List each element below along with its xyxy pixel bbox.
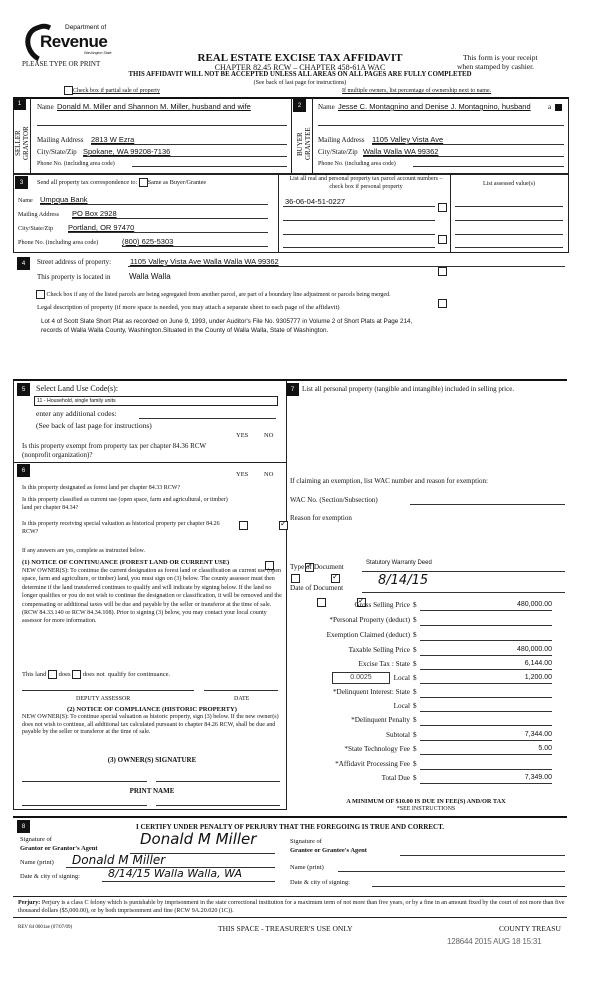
- excise-state-field[interactable]: 6,144.00: [420, 660, 552, 670]
- same-as-buyer-label: Same as Buyer/Grantee: [147, 178, 207, 186]
- grantor-sig-label-2: Grantor or Grantor's Agent: [20, 845, 98, 852]
- buyer-name-label: Name: [318, 103, 335, 111]
- subtotal-field[interactable]: 7,344.00: [420, 731, 552, 741]
- seller-mailing-line: [91, 144, 287, 145]
- buyer-mailing-label: Mailing Address: [318, 136, 365, 144]
- owner-signature-field-2[interactable]: [156, 781, 280, 782]
- footer-divider-2: [13, 917, 567, 918]
- currency-sign: $: [413, 731, 417, 739]
- legal-description-line-1[interactable]: Lot 4 of Scott Slate Short Plat as recorded on June 9, 1993, under Auditor's File No. 9305777 in Volume 2 of Short Plats at Page 214,: [41, 318, 413, 325]
- seller-label: SELLER: [14, 130, 22, 156]
- tax-row-subtotal: [300, 731, 575, 742]
- buyer-city-field[interactable]: Walla Walla WA 99362: [363, 147, 439, 156]
- currency-sign: $: [413, 760, 417, 768]
- tax-label: *State Technology Fee: [344, 745, 410, 753]
- owner-signature-field-1[interactable]: [22, 781, 147, 782]
- buyer-name-field[interactable]: Jesse C. Montagnino and Denise J. Montagnino, husband: [338, 102, 531, 111]
- corr-name-line: [40, 204, 268, 205]
- street-address-line: [128, 266, 565, 267]
- state-technology-fee-field[interactable]: 5.00: [420, 745, 552, 755]
- notice-continuance-title: (1) NOTICE OF CONTINUANCE (FOREST LAND OR CURRENT USE): [22, 559, 230, 566]
- exempt-yes-checkbox[interactable]: [239, 521, 248, 530]
- completion-warning: THIS AFFIDAVIT WILL NOT BE ACCEPTED UNLESS ALL AREAS ON ALL PAGES ARE FULLY COMPLETED: [128, 71, 472, 78]
- corr-phone-field[interactable]: (800) 625-5303: [122, 237, 174, 246]
- deputy-assessor-signature[interactable]: [22, 690, 194, 691]
- personal-property-label: List all personal property (tangible and intangible) included in selling price.: [302, 385, 515, 393]
- assessed-value-field[interactable]: [455, 234, 563, 235]
- buyer-phone-label: Phone No. (including area code): [318, 161, 396, 167]
- deputy-assessor-label: DEPUTY ASSESSOR: [76, 696, 131, 702]
- partial-sale-label: Check box if partial sale of property: [73, 87, 160, 94]
- legal-description-line-2[interactable]: records of Walla Walla County, Washington.Situated in the County of Walla Walla, State of Washington.: [41, 327, 329, 334]
- land-use-label: Select Land Use Code(s):: [36, 384, 118, 393]
- send-correspondence-label: [37, 178, 206, 187]
- currency-sign: $: [413, 601, 417, 609]
- currency-sign: $: [413, 702, 417, 710]
- buyer-label: BUYER: [296, 132, 304, 156]
- multiple-owners-note: If multiple owners, list percentage of ownership next to name.: [342, 88, 492, 94]
- corr-mailing-label: Mailing Address: [18, 211, 60, 218]
- currency-sign: $: [413, 774, 417, 782]
- yes-header: YES: [236, 432, 249, 439]
- delinquent-interest-local-field[interactable]: [420, 702, 552, 712]
- street-address-label: Street address of property:: [37, 258, 112, 266]
- gross-selling-price-field[interactable]: 480,000.00: [420, 601, 552, 611]
- personal-property-checkbox[interactable]: [438, 267, 447, 276]
- excise-local-field[interactable]: 1,200.00: [420, 674, 552, 684]
- certify-statement: I CERTIFY UNDER PENALTY OF PERJURY THAT THE FOREGOING IS TRUE AND CORRECT.: [135, 823, 444, 831]
- corr-phone-line: [122, 246, 268, 247]
- located-in-label: This property is located in: [37, 273, 111, 281]
- assessed-value-field[interactable]: [455, 220, 563, 221]
- tax-row-exemption-claimed: [300, 631, 575, 642]
- notice-compliance-body: NEW OWNER(S): To continue special valuation as historic property, sign (3) below. If the new owner(s) does not wish to continue, all additional tax calculated pursuant to chapter 84.26 RCW, shall be due and payable by the seller or transferor at the time of sale.: [22, 714, 279, 736]
- grantee-date-field[interactable]: [372, 886, 565, 887]
- personal-property-checkbox[interactable]: [438, 235, 447, 244]
- current-use-question: Is this property classified as current use (open space, farm and agricultural, or timber) land per chapter 84.34?: [22, 497, 228, 511]
- if-yes-note: If any answers are yes, complete as instructed below.: [22, 548, 145, 554]
- section-6-divider: [13, 462, 287, 463]
- parcel-number-field[interactable]: [283, 234, 435, 235]
- tax-row-total-due: [300, 774, 575, 785]
- grantor-label: GRANTOR: [22, 126, 30, 160]
- street-address-field[interactable]: 1105 Valley Vista Ave Walla Walla WA 99362: [130, 257, 279, 266]
- form-revision: REV 84 0001ae (07/07/09): [18, 925, 73, 930]
- qualify-label: qualify for continuance.: [107, 670, 171, 678]
- grantee-sig-label-2: Grantee or Grantee's Agent: [290, 847, 367, 854]
- exempt-no-checkbox[interactable]: [279, 521, 288, 530]
- reason-field[interactable]: [290, 525, 565, 555]
- logo-name: Revenue: [40, 32, 108, 51]
- land-use-select[interactable]: 11 - Household, single family units: [34, 396, 278, 406]
- buyer-city-label: City/State/Zip: [318, 148, 358, 156]
- grantee-name-label: Name (print): [290, 864, 324, 871]
- parcel-number-field[interactable]: 36-06-04-51-0227: [285, 197, 346, 206]
- doc-type-line: [362, 571, 565, 572]
- perjury-notice: [18, 899, 568, 915]
- legal-description-label: Legal description of property (if more space is needed, you may attach a separate sheet to each page of the affidavit): [37, 304, 340, 311]
- notice-continuance-body: NEW OWNER(S): To continue the current designation as forest land or classification as current use (open space, farm and agriculture, or timber) land, you must sign on (3) below. The county assessor must then determine if the land transferred continues to qualify and will indicate by signing below. If the land no longer qualifies or you do not wish to continue the designation or classification, it will be removed and the compensating or additional taxes will be due and payable by the seller or transferor at the time of sale. (RCW 84.33.140 or RCW 84.34.108). Prior to signing (3) below, you may contact your local county assessor for more information.: [22, 568, 282, 625]
- grantor-date-line: [102, 881, 275, 882]
- exemption-claimed-field[interactable]: [420, 631, 552, 641]
- grantee-date-label: Date & city of signing:: [290, 879, 350, 886]
- section-5-badge: 5: [17, 383, 30, 396]
- grantor-name-label: Name (print): [20, 859, 54, 866]
- seller-name-line-2[interactable]: [37, 125, 287, 126]
- this-land-label: This land: [22, 670, 47, 678]
- affidavit-processing-fee-field[interactable]: [420, 760, 552, 770]
- no-header: NO: [264, 432, 274, 439]
- deputy-assessor-date[interactable]: [204, 690, 278, 691]
- grantee-label: GRANTEE: [304, 127, 312, 161]
- section-7-top-border: [285, 379, 567, 381]
- dor-logo: [22, 22, 122, 60]
- instructions-note: (See back of last page for instructions): [253, 80, 347, 86]
- section-7-badge: 7: [286, 383, 299, 396]
- buyer-city-line: [363, 156, 564, 157]
- does-not-label: does not: [82, 670, 105, 678]
- buyer-mailing-line: [372, 144, 564, 145]
- corr-city-field[interactable]: Portland, OR 97470: [68, 223, 135, 232]
- section-1-divider: [30, 97, 31, 174]
- logo-state: Washington State: [84, 51, 112, 55]
- doc-date-label: Date of Document: [290, 584, 344, 592]
- corr-name-label: Name: [18, 197, 33, 204]
- corr-city-line: [68, 232, 268, 233]
- doc-date-field[interactable]: 8/14/15: [378, 573, 429, 588]
- tax-label: *Affidavit Processing Fee: [335, 760, 410, 768]
- personal-property-checkbox[interactable]: [438, 299, 447, 308]
- owner-signature-label: (3) OWNER(S) SIGNATURE: [107, 756, 197, 764]
- reason-label: Reason for exemption: [290, 514, 352, 522]
- section-2-divider: [312, 97, 313, 174]
- personal-property-field[interactable]: [420, 616, 552, 626]
- tax-label: Excise Tax : State: [358, 660, 410, 668]
- corr-phone-label: Phone No. (including area code): [18, 239, 99, 246]
- corr-city-label: City/State/Zip: [18, 225, 54, 232]
- grantor-date-field[interactable]: 8/14/15 Walla Walla, WA: [108, 867, 242, 880]
- county-treasurer: COUNTY TREASU: [499, 924, 561, 933]
- tax-label: Exemption Claimed (deduct): [326, 631, 410, 639]
- tax-row-excise-state: [300, 660, 575, 671]
- currency-sign: $: [413, 674, 417, 682]
- additional-codes-field[interactable]: [139, 418, 276, 419]
- grantor-date-label: Date & city of signing:: [20, 873, 80, 880]
- tax-row-delinquent-interest-local: [300, 702, 575, 713]
- currency-sign: $: [413, 745, 417, 753]
- corr-mailing-field[interactable]: PO Box 2928: [72, 209, 117, 218]
- does-label: does: [58, 670, 71, 678]
- tax-row-delinquent-penalty: [300, 716, 575, 727]
- print-name-field-1[interactable]: [22, 805, 147, 806]
- tax-row-affidavit-processing-fee: [300, 760, 575, 771]
- form-chapter: CHAPTER 82.45 RCW – CHAPTER 458-61A WAC: [214, 63, 386, 72]
- section-8-top-border: [13, 816, 567, 818]
- tax-row-excise-local: [300, 674, 575, 685]
- section-6-badge: 6: [17, 464, 30, 477]
- send-label: Send all property tax correspondence to:: [37, 178, 138, 186]
- does-checkbox[interactable]: [48, 670, 57, 679]
- currency-sign: $: [413, 660, 417, 668]
- total-due-field[interactable]: 7,349.00: [420, 774, 552, 784]
- parcel-line: [283, 206, 435, 207]
- doc-date-line: [362, 592, 565, 593]
- does-not-checkbox[interactable]: [72, 670, 81, 679]
- corr-mailing-line: [72, 218, 268, 219]
- partial-sale-checkbox[interactable]: [64, 86, 73, 95]
- historical-question: Is this property receiving special valuation as historical property per chapter 84.26 RCW?: [22, 521, 220, 535]
- parcel-number-field[interactable]: [283, 220, 435, 221]
- parcel-number-field[interactable]: [283, 247, 435, 248]
- seller-phone-label: Phone No. (including area code): [37, 161, 115, 167]
- seller-mailing-field[interactable]: 2813 W Ezra: [91, 135, 135, 144]
- receipt-note-1: This form is your receipt: [463, 53, 538, 62]
- partial-sale-row: [64, 86, 160, 95]
- section-8-badge: 8: [17, 820, 30, 833]
- tax-label: Local: [393, 674, 410, 682]
- segregated-row: [36, 290, 391, 299]
- doc-type-field[interactable]: Statutory Warranty Deed: [366, 560, 432, 566]
- tax-row-taxable-selling-price: [300, 646, 575, 657]
- notice-compliance-title: (2) NOTICE OF COMPLIANCE (HISTORIC PROPERTY): [67, 706, 237, 713]
- perjury-bold: Perjury:: [18, 900, 41, 906]
- segregated-label: Check box if any of the listed parcels are being segregated from another parcel, are part of a boundary line adjustment or parcels being merged.: [46, 291, 391, 298]
- treasurer-use-only: THIS SPACE - TREASURER'S USE ONLY: [218, 924, 353, 933]
- tax-label: Subtotal: [386, 731, 410, 739]
- assessed-value-field[interactable]: [455, 247, 563, 248]
- overflow-marker-icon: [555, 104, 562, 111]
- continuance-row: [22, 670, 170, 679]
- tax-label: Taxable Selling Price: [348, 646, 410, 654]
- currency-sign: $: [413, 646, 417, 654]
- date-label: DATE: [234, 696, 250, 702]
- grantor-signature-field[interactable]: Donald M Miller: [140, 830, 257, 848]
- exemption-label: If claiming an exemption, list WAC number and reason for exemption:: [290, 477, 488, 485]
- land-use-instructions: (See back of last page for instructions): [36, 421, 152, 430]
- tax-row-gross-selling-price: [300, 601, 575, 612]
- delinquent-interest-state-field[interactable]: [420, 688, 552, 698]
- receipt-note-2: when stamped by cashier.: [457, 62, 535, 71]
- buyer-phone-field[interactable]: [413, 166, 564, 167]
- currency-sign: $: [413, 631, 417, 639]
- local-rate-field[interactable]: 0.0025: [332, 672, 390, 684]
- assessed-col-divider: [450, 173, 451, 253]
- wac-field[interactable]: [410, 504, 565, 505]
- grantor-name-field[interactable]: Donald M Miller: [72, 853, 166, 867]
- tax-label: Gross Selling Price: [354, 601, 410, 609]
- footer-divider: [13, 896, 567, 897]
- tax-row-delinquent-interest-state: [300, 688, 575, 699]
- tax-label: *Personal Property (deduct): [329, 616, 410, 624]
- print-name-label: PRINT NAME: [129, 787, 175, 795]
- tax-row-state-technology-fee: [300, 745, 575, 756]
- no-header-6: NO: [264, 471, 274, 478]
- section-4-badge: 4: [17, 257, 30, 270]
- current-use-yes-checkbox[interactable]: [291, 574, 300, 583]
- assessed-header: List assessed value(s): [483, 181, 535, 187]
- currency-sign: $: [413, 688, 417, 696]
- doc-type-label: Type of Document: [290, 563, 344, 571]
- section-3-badge: 3: [15, 176, 28, 189]
- form-title: REAL ESTATE EXCISE TAX AFFIDAVIT: [197, 52, 403, 64]
- buyer-name-line-2[interactable]: [318, 125, 564, 126]
- seller-city-field[interactable]: Spokane, WA 99208-7136: [83, 147, 171, 156]
- please-type: PLEASE TYPE OR PRINT: [22, 60, 101, 68]
- tax-label: *Delinquent Interest: State: [332, 688, 410, 696]
- parcel-col-divider: [278, 173, 279, 253]
- grantee-name-field[interactable]: [338, 871, 565, 872]
- seller-city-label: City/State/Zip: [37, 148, 77, 156]
- seller-city-line: [83, 156, 287, 157]
- tax-label: Local: [393, 702, 410, 710]
- currency-sign: $: [413, 616, 417, 624]
- perjury-text: Perjury is a class C felony which is punishable by imprisonment in the state correctional institution for a maximum term of not more than five years, or by a fine in an amount fixed by the court of not more than five thousand dollars ($5,000.00), or by both imprisonment and fine (RCW 9A.20.020 (1C)).: [18, 900, 565, 914]
- tax-label: Total Due: [381, 774, 410, 782]
- same-as-buyer-checkbox[interactable]: [139, 178, 148, 187]
- buyer-name-overflow: a: [548, 103, 552, 111]
- located-in-value[interactable]: Walla Walla: [129, 272, 171, 281]
- buyer-mailing-field[interactable]: 1105 Valley Vista Ave: [372, 135, 444, 144]
- additional-codes-label: enter any additional codes:: [36, 409, 117, 418]
- cashier-stamp: 128644 2015 AUG 18 15:31: [447, 937, 542, 946]
- grantee-signature-field[interactable]: [400, 855, 565, 856]
- forest-land-question: Is this property designated as forest land per chapter 84.33 RCW?: [22, 485, 181, 491]
- assessed-value-field[interactable]: [455, 206, 563, 207]
- section-1-badge: 1: [13, 97, 26, 110]
- seller-name-label: Name: [37, 103, 54, 111]
- wac-label: WAC No. (Section/Subsection): [290, 496, 378, 504]
- tax-row-personal-property: [300, 616, 575, 627]
- personal-property-checkbox[interactable]: [438, 203, 447, 212]
- minimum-due-note: A MINIMUM OF $10.00 IS DUE IN FEE(S) AND/OR TAX: [346, 798, 506, 805]
- print-name-field-2[interactable]: [156, 805, 280, 806]
- seller-phone-field[interactable]: [132, 166, 287, 167]
- parcel-header: List all real and personal property tax parcel account numbers – check box if personal property: [289, 176, 443, 190]
- seller-mailing-label: Mailing Address: [37, 136, 84, 144]
- grantee-sig-label-1: Signature of: [290, 838, 322, 845]
- personal-property-area[interactable]: [302, 405, 562, 460]
- delinquent-penalty-field[interactable]: [420, 716, 552, 726]
- taxable-selling-price-field[interactable]: 480,000.00: [420, 646, 552, 656]
- seller-name-field[interactable]: Donald M. Miller and Shannon M. Miller, husband and wife: [57, 102, 251, 111]
- logo-dept: Department of: [65, 24, 107, 31]
- yes-header-6: YES: [236, 471, 249, 478]
- currency-sign: $: [413, 716, 417, 724]
- section-2-badge: 2: [293, 99, 306, 112]
- tax-label: *Delinquent Penalty: [351, 716, 410, 724]
- corr-name-field[interactable]: Umpqua Bank: [40, 195, 88, 204]
- current-use-no-checkbox[interactable]: [331, 574, 340, 583]
- exempt-question: Is this property exempt from property tax per chapter 84.36 RCW (nonprofit organization)?: [22, 442, 206, 459]
- grantor-sig-label-1: Signature of: [20, 836, 52, 843]
- segregated-checkbox[interactable]: [36, 290, 45, 299]
- see-instructions-note: *SEE INSTRUCTIONS: [396, 806, 456, 812]
